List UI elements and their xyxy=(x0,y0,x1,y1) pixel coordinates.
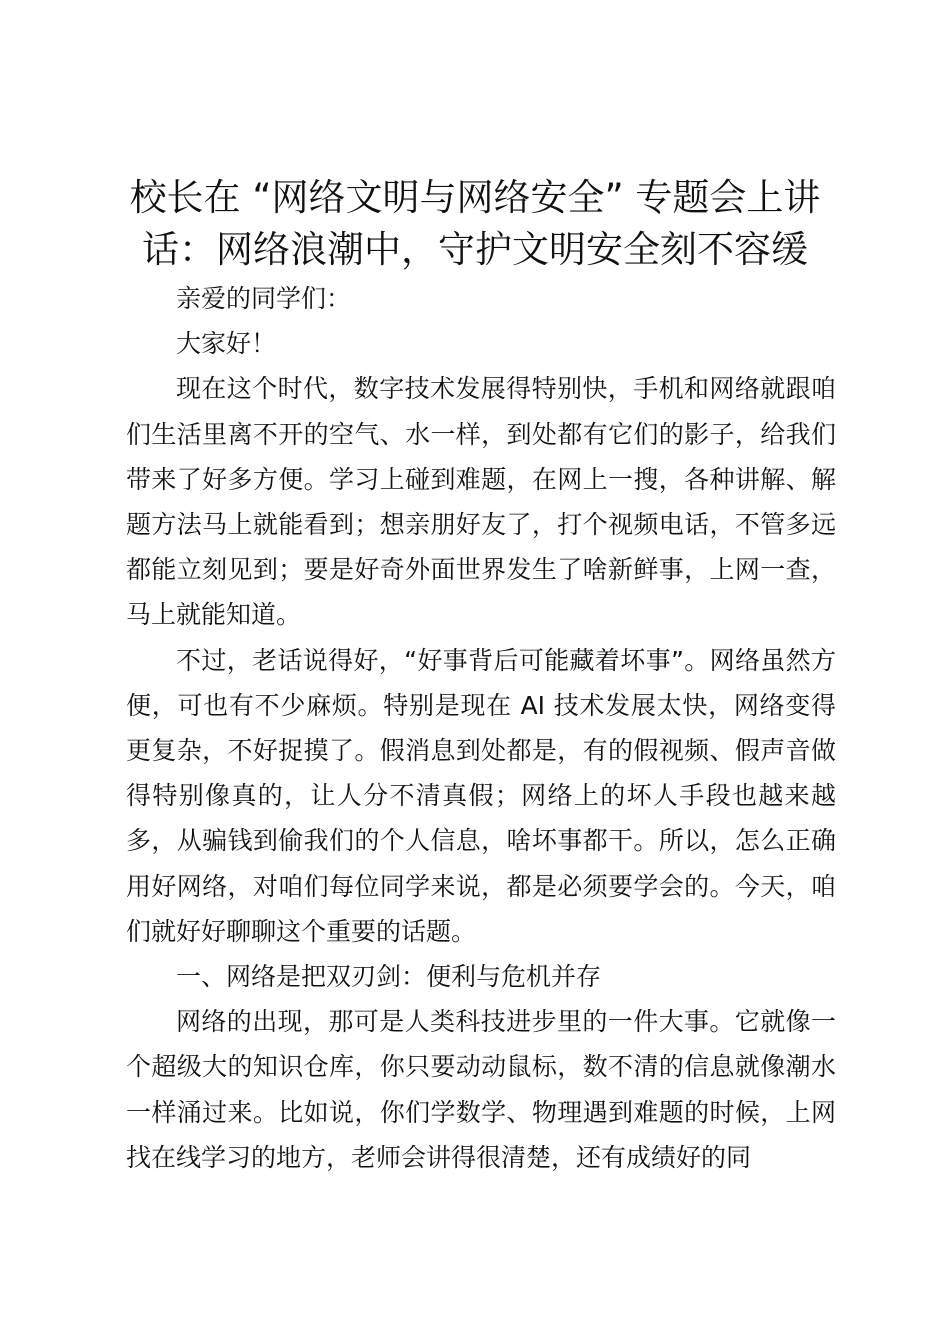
paragraph-2: 不过，老话说得好，“好事背后可能藏着坏事”。网络虽然方便，可也有不少麻烦。特别是现在 AI 技术发展太快，网络变得更复杂，不好捉摸了。假消息到处都是，有的假视频、假声音做得特别像真的，让人分不清真假；网络上的坏人手段也越来越多，从骗钱到偷我们的个人信息，啥坏事都干。所以，怎么正确用好网络，对咱们每位同学来说，都是必须要学会的。今天，咱们就好好聊聊这个重要的话题。 xyxy=(126,645,836,946)
section-heading-1: 一、网络是把双刃剑：便利与危机并存 xyxy=(176,962,602,992)
document-body xyxy=(126,276,836,1180)
title-line-1: 校长在 “网络文明与网络安全” 专题会上讲 xyxy=(129,176,821,219)
greeting: 大家好！ xyxy=(176,329,277,359)
paragraph-3: 网络的出现，那可是人类科技进步里的一件大事。它就像一个超级大的知识仓库，你只要动动鼠标，数不清的信息就像潮水一样涌过来。比如说，你们学数学、物理遇到难题的时候，上网找在线学习的地方，老师会讲得很清楚，还有成绩好的同 xyxy=(126,1007,836,1172)
paragraph-1: 现在这个时代，数字技术发展得特别快，手机和网络就跟咱们生活里离不开的空气、水一样，到处都有它们的影子，给我们带来了好多方便。学习上碰到难题，在网上一搜，各种讲解、解题方法马上就能看到；想亲朋好友了，打个视频电话，不管多远都能立刻见到；要是好奇外面世界发生了啥新鲜事，上网一查，马上就能知道。 xyxy=(126,374,836,630)
document-title xyxy=(110,172,840,276)
title-line-2: 话：网络浪潮中，守护文明安全刻不容缓 xyxy=(142,228,808,271)
salutation: 亲爱的同学们： xyxy=(176,284,352,313)
